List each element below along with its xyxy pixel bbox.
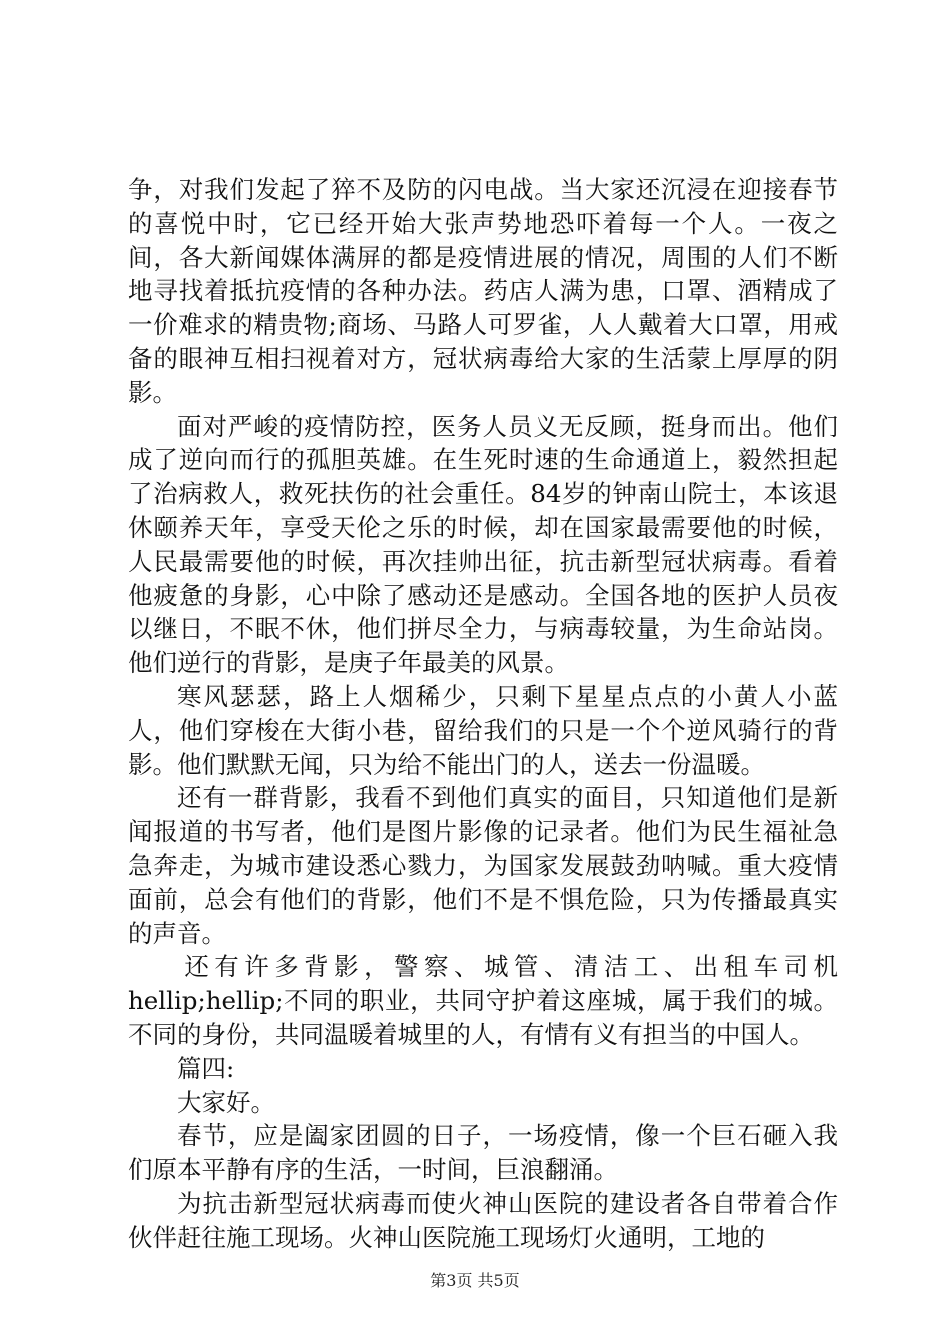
page-number-footer: 第3页 共5页 bbox=[430, 1271, 520, 1290]
section-heading-part-four: 篇四: bbox=[177, 1053, 235, 1083]
paragraph-greeting: 大家好。 bbox=[177, 1087, 275, 1117]
paragraph-other-workers: 还有许多背影，警察、城管、清洁工、出租车司机hellip;hellip;不同的职业，共同守护着这座城，属于我们的城。不同的身份，共同温暖着城里的人，有情有义有担当的中国人。 bbox=[128, 952, 838, 1049]
paragraph-continuation: 争，对我们发起了猝不及防的闪电战。当大家还沉浸在迎接春节的喜悦中时，它已经开始大张声势地恐吓着每一个人。一夜之间，各大新闻媒体满屏的都是疫情进展的情况，周围的人们不断地寻找着抵抗疫情的各种办法。药店人满为患，口罩、酒精成了一价难求的精贵物;商场、马路人可罗雀，人人戴着大口罩，用戒备的眼神互相扫视着对方，冠状病毒给大家的生活蒙上厚厚的阴影。 bbox=[128, 175, 838, 407]
paragraph-huoshenshan: 为抗击新型冠状病毒而使火神山医院的建设者各自带着合作伙伴赶往施工现场。火神山医院施工现场灯火通明，工地的 bbox=[128, 1188, 838, 1252]
paragraph-journalists: 还有一群背影，我看不到他们真实的面目，只知道他们是新闻报道的书写者，他们是图片影像的记录者。他们为民生福祉急急奔走，为城市建设悉心戮力，为国家发展鼓劲呐喊。重大疫情面前，总会有他们的背影，他们不是不惧危险，只为传播最真实的声音。 bbox=[128, 783, 838, 948]
paragraph-medical-staff: 面对严峻的疫情防控，医务人员义无反顾，挺身而出。他们成了逆向而行的孤胆英雄。在生死时速的生命通道上，毅然担起了治病救人，救死扶伤的社会重任。84岁的钟南山院士，本该退休颐养天年，享受天伦之乐的时候，却在国家最需要他的时候，人民最需要他的时候，再次挂帅出征，抗击新型冠状病毒。看着他疲惫的身影，心中除了感动还是感动。全国各地的医护人员夜以继日，不眠不休，他们拼尽全力，与病毒较量，为生命站岗。他们逆行的背影，是庚子年最美的风景。 bbox=[128, 411, 838, 678]
paragraph-delivery-riders: 寒风瑟瑟，路上人烟稀少，只剩下星星点点的小黄人小蓝人，他们穿梭在大街小巷，留给我们的只是一个个逆风骑行的背影。他们默默无闻，只为给不能出门的人，送去一份温暖。 bbox=[128, 681, 838, 779]
document-body bbox=[128, 173, 838, 1255]
paragraph-spring-festival: 春节，应是阖家团圆的日子，一场疫情，像一个巨石砸入我们原本平静有序的生活，一时间，巨浪翻涌。 bbox=[128, 1121, 838, 1185]
